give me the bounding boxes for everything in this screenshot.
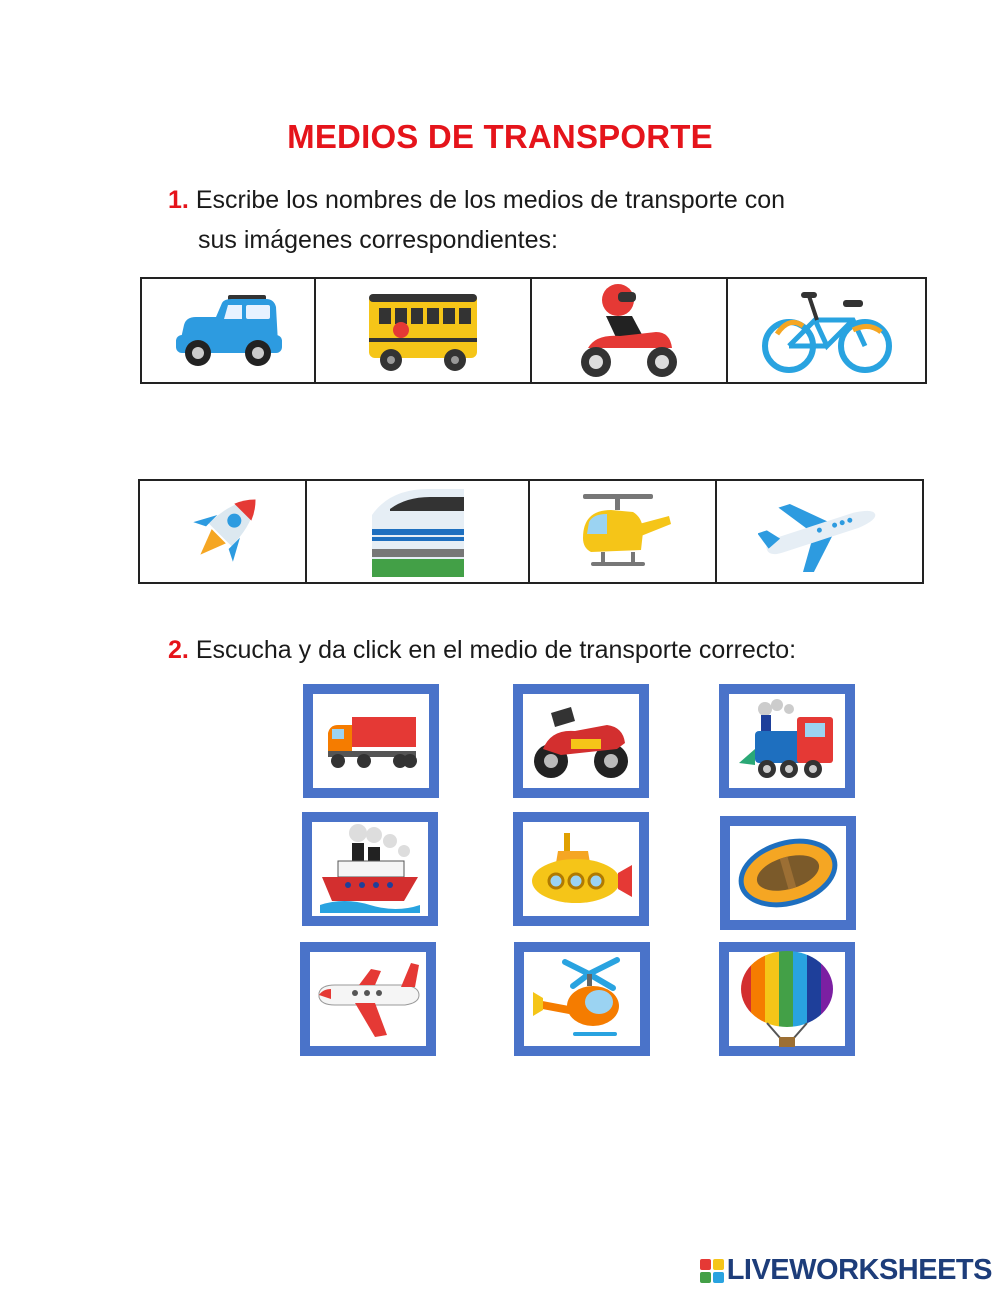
strip-cell-car <box>142 279 316 382</box>
choice-card-hot-air-balloon[interactable] <box>719 942 855 1056</box>
strip-cell-train <box>307 481 530 582</box>
image-strip-2 <box>138 479 924 584</box>
helicopter-icon <box>529 954 635 1044</box>
strip-cell-bus <box>316 279 532 382</box>
bullet-train-icon <box>370 485 466 579</box>
image-strip-1 <box>140 277 927 384</box>
truck-icon <box>324 711 418 771</box>
page-title: MEDIOS DE TRANSPORTE <box>287 118 713 155</box>
choice-card-steam-train[interactable] <box>719 684 855 798</box>
question-1 <box>168 180 868 260</box>
ship-icon <box>318 821 422 917</box>
strip-cell-rocket <box>140 481 307 582</box>
logo-text: LIVEWORKSHEETS <box>726 1254 992 1286</box>
motorcycle-icon <box>576 282 682 380</box>
choice-card-helicopter[interactable] <box>514 942 650 1056</box>
helicopter-icon <box>573 490 673 574</box>
choice-card-ship[interactable] <box>302 812 438 926</box>
motorcycle-icon <box>531 699 631 783</box>
question-2 <box>168 630 928 670</box>
question-1-number: 1. <box>168 186 189 214</box>
rocket-icon <box>173 484 273 580</box>
raft-icon <box>736 831 840 915</box>
airplane-icon <box>758 492 882 572</box>
strip-cell-bicycle <box>728 279 925 382</box>
submarine-icon <box>528 829 634 909</box>
steam-train-icon <box>735 699 839 783</box>
strip-cell-airplane <box>717 481 922 582</box>
liveworksheets-logo <box>700 1254 992 1287</box>
choice-card-truck[interactable] <box>303 684 439 798</box>
question-1-text-line1: Escribe los nombres de los medios de transporte con <box>195 186 785 214</box>
question-2-number: 2. <box>168 636 189 664</box>
bicycle-icon <box>759 286 895 376</box>
choice-card-raft[interactable] <box>720 816 856 930</box>
airplane-icon <box>315 957 421 1041</box>
choice-card-submarine[interactable] <box>513 812 649 926</box>
strip-cell-helicopter <box>530 481 717 582</box>
question-2-text: Escucha y da click en el medio de transporte correcto: <box>195 636 797 664</box>
logo-mark-icon <box>700 1259 724 1283</box>
hot-air-balloon-icon <box>737 949 837 1049</box>
choice-card-motorcycle[interactable] <box>513 684 649 798</box>
car-icon <box>170 291 286 371</box>
question-1-text-line2: sus imágenes correspondientes: <box>198 226 558 254</box>
school-bus-icon <box>365 288 481 374</box>
choice-card-airplane[interactable] <box>300 942 436 1056</box>
strip-cell-motorcycle <box>532 279 728 382</box>
